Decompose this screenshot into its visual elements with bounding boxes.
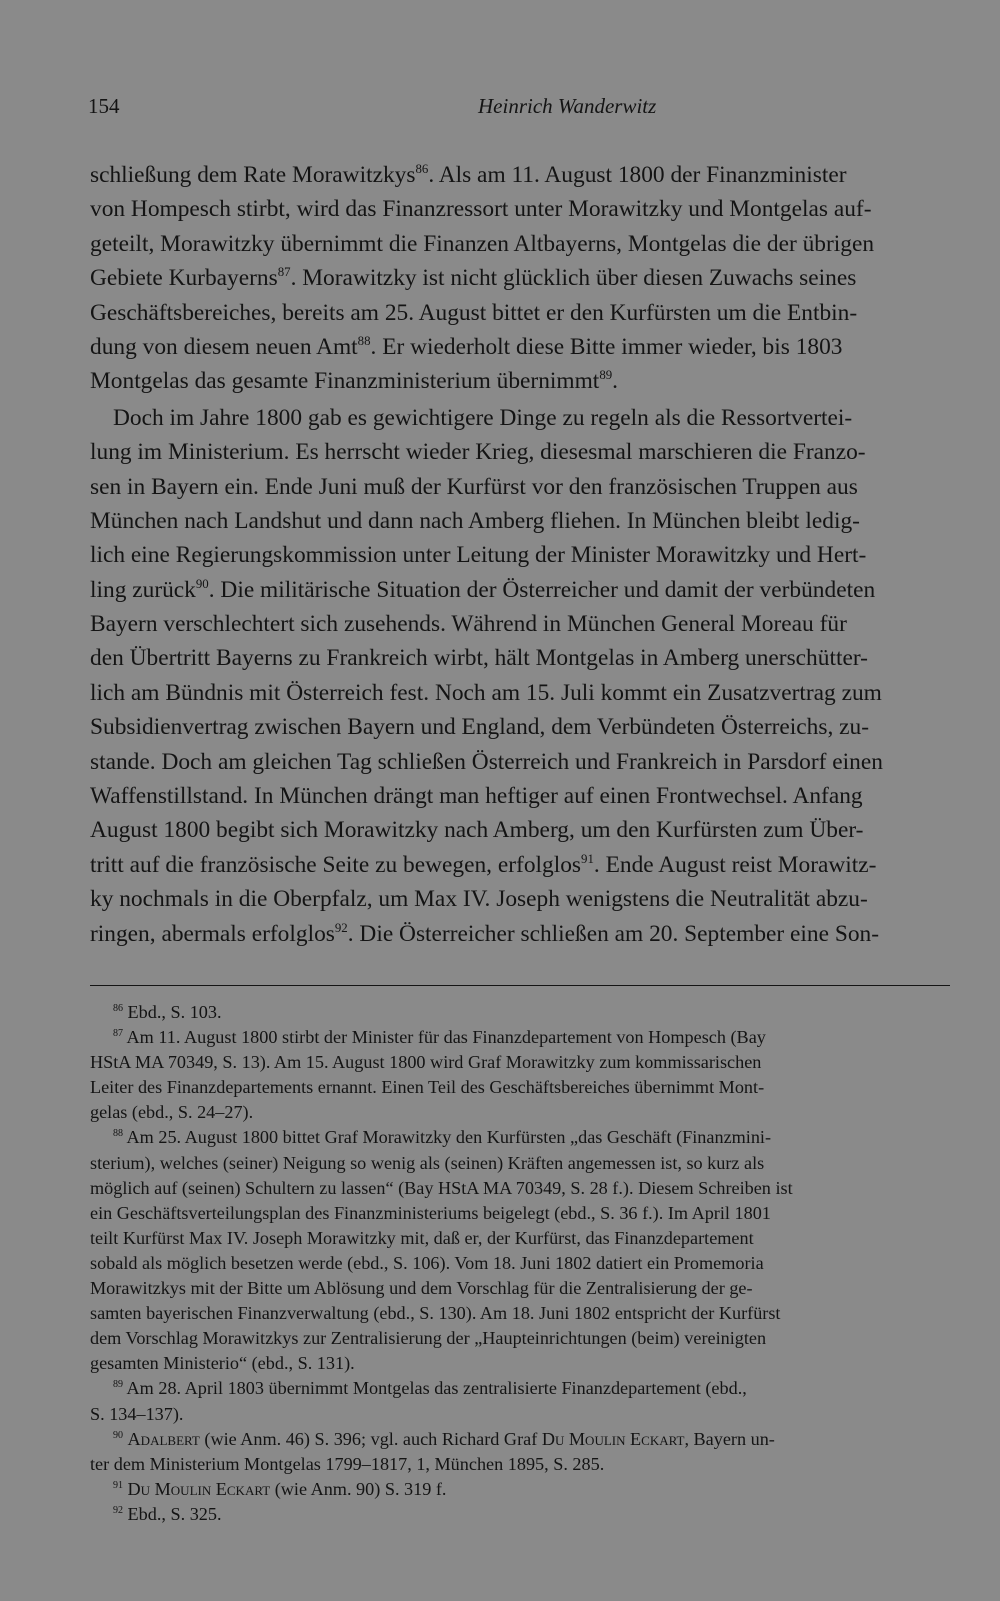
text-segment: ky nochmals in die Oberpfalz, um Max IV. Joseph wenigstens die Neutralität abzu-: [90, 886, 868, 913]
text-segment: Ebd., S. 325.: [123, 1503, 222, 1524]
footnote-line: [90, 1251, 950, 1276]
running-title: Heinrich Wanderwitz: [478, 94, 657, 118]
text-segment: . Als am 11. August 1800 der Finanzminister: [428, 162, 847, 188]
text-line: [90, 470, 950, 504]
text-line: [90, 917, 950, 951]
text-segment: stande. Doch am gleichen Tag schließen Österreich und Frankreich in Parsdorf einen: [90, 748, 883, 775]
body-text: [90, 158, 950, 951]
footnote-line: [90, 1351, 950, 1376]
text-segment: HStA MA 70349, S. 13). Am 15. August 1800 wird Graf Morawitzky zum kommissarischen: [90, 1052, 762, 1073]
footnote-marker: 89: [113, 1379, 123, 1391]
footnote-marker: 91: [113, 1479, 123, 1491]
footnote-line: [90, 1326, 950, 1351]
text-segment: Leiter des Finanzdepartements ernannt. Einen Teil des Geschäftsbereiches übernimmt Mont-: [90, 1077, 765, 1098]
text-segment: ter dem Ministerium Montgelas 1799–1817, 1, München 1895, S. 285.: [90, 1453, 605, 1474]
text-segment: tritt auf die französische Seite zu bewegen, erfolglos: [90, 851, 582, 878]
text-segment: (wie Anm. 46) S. 396; vgl. auch Richard Graf: [199, 1428, 542, 1449]
footnote-line: [90, 1000, 950, 1025]
footnote-line: [90, 1376, 950, 1401]
text-segment: dem Vorschlag Morawitzkys zur Zentralisierung der „Haupteinrichtungen (beim) vereinigten: [90, 1328, 767, 1349]
footnote-marker: 86: [415, 162, 429, 176]
text-segment: gelas (ebd., S. 24–27).: [90, 1102, 254, 1123]
text-line: [90, 192, 950, 226]
text-segment: . Er wiederholt diese Bitte immer wieder, bis 1803: [370, 333, 843, 360]
text-segment: lung im Ministerium. Es herrscht wieder Krieg, diesesmal marschieren die Franzo-: [90, 439, 866, 466]
text-segment: sobald als möglich besetzen werde (ebd., S. 106). Vom 18. Juni 1802 datiert ein Promemoria: [90, 1252, 764, 1273]
footnote-line: [90, 1025, 950, 1050]
text-segment: ringen, abermals erfolglos: [90, 920, 335, 947]
text-segment: Waffenstillstand. In München drängt man heftiger auf einen Frontwechsel. Anfang: [90, 783, 863, 810]
footnote-marker: 91: [581, 851, 594, 866]
footnote-line: [90, 1477, 950, 1502]
text-segment: S. 134–137).: [90, 1403, 184, 1424]
text-segment: . Die militärische Situation der Österreicher und damit der verbündeten: [208, 576, 876, 603]
footnote-marker: 87: [113, 1028, 123, 1040]
text-line: [90, 607, 950, 641]
text-line: [90, 848, 950, 882]
text-segment: den Übertritt Bayerns zu Frankreich wirbt, hält Montgelas in Amberg unerschütter-: [90, 645, 868, 672]
text-segment: August 1800 begibt sich Morawitzky nach Amberg, um den Kurfürsten zum Über-: [90, 817, 864, 844]
text-segment: Ebd., S. 103.: [123, 1002, 222, 1022]
page-number: 154: [88, 94, 120, 118]
text-segment: Doch im Jahre 1800 gab es gewichtigere Dinge zu regeln als die Ressortvertei-: [113, 404, 853, 431]
footnote-line: [90, 1502, 950, 1527]
footnote-line: [90, 1201, 950, 1226]
text-segment: Am 28. April 1803 übernimmt Montgelas das zentralisierte Finanzdepartement (ebd.,: [123, 1378, 747, 1399]
footnote-marker: 92: [113, 1504, 123, 1516]
text-segment: Bayern verschlechtert sich zusehends. Während in München General Moreau für: [90, 611, 847, 638]
footnote-marker: 88: [113, 1128, 123, 1140]
footnote-separator: [90, 985, 950, 986]
footnote-line: [90, 1100, 950, 1125]
text-segment: schließung dem Rate Morawitzkys: [90, 162, 416, 188]
text-segment: gesamten Ministerio“ (ebd., S. 131).: [90, 1353, 355, 1374]
text-segment: . Die Österreicher schließen am 20. September eine Son-: [347, 920, 880, 947]
footnote-line: [90, 1301, 950, 1326]
footnote-marker: 88: [357, 333, 371, 348]
text-segment: Subsidienvertrag zwischen Bayern und England, dem Verbündeten Österreichs, zu-: [90, 714, 870, 741]
footnote-marker: 89: [599, 368, 613, 383]
text-segment: von Hompesch stirbt, wird das Finanzressort unter Morawitzky und Montgelas auf-: [90, 196, 872, 223]
footnote-line: [90, 1452, 950, 1477]
text-line: [90, 435, 950, 469]
text-line: [90, 779, 950, 813]
footnote-line: [90, 1075, 950, 1100]
footnote-marker: 90: [195, 576, 209, 591]
text-line: [90, 676, 950, 710]
text-segment: Du Moulin Eckart: [541, 1428, 685, 1449]
text-segment: lich am Bündnis mit Österreich fest. Noch am 15. Juli kommt ein Zusatzvertrag zum: [90, 679, 882, 706]
footnote-line: [90, 1427, 950, 1452]
text-line: [90, 573, 950, 607]
text-line: [90, 261, 950, 295]
text-segment: möglich auf (seinen) Schultern zu lassen“ (Bay HStA MA 70349, S. 28 f.). Diesem Schreiben ist: [90, 1177, 793, 1198]
text-segment: teilt Kurfürst Max IV. Joseph Morawitzky mit, daß er, der Kurfürst, das Finanzdepartement: [90, 1227, 754, 1248]
footnote-line: [90, 1125, 950, 1150]
text-segment: dung von diesem neuen Amt: [90, 333, 358, 360]
text-line: [90, 504, 950, 538]
text-segment: Gebiete Kurbayerns: [90, 265, 278, 292]
footnote-line: [90, 1276, 950, 1301]
text-segment: Geschäftsbereiches, bereits am 25. August bittet er den Kurfürsten um die Entbin-: [90, 299, 858, 326]
text-segment: , Bayern un-: [684, 1428, 775, 1449]
text-segment: samten bayerischen Finanzverwaltung (ebd., S. 130). Am 18. Juni 1802 entspricht der Kurfürst: [90, 1303, 781, 1324]
text-segment: .: [612, 368, 619, 395]
text-segment: München nach Landshut und dann nach Amberg fliehen. In München bleibt ledig-: [90, 507, 860, 534]
text-line: [90, 330, 950, 364]
footnotes: [90, 1000, 950, 1527]
footnote-line: [90, 1151, 950, 1176]
text-line: [90, 641, 950, 675]
text-segment: Am 11. August 1800 stirbt der Minister für das Finanzdepartement von Hompesch (Bay: [123, 1027, 766, 1048]
text-line: [90, 364, 950, 398]
text-line: [90, 745, 950, 779]
text-line: [90, 813, 950, 847]
footnote-line: [90, 1176, 950, 1201]
text-segment: Adalbert: [127, 1428, 200, 1449]
text-line: [90, 882, 950, 916]
text-segment: Du Moulin Eckart: [127, 1478, 271, 1499]
footnote-marker: 92: [334, 920, 348, 935]
text-segment: Am 25. August 1800 bittet Graf Morawitzky den Kurfürsten „das Geschäft (Finanzmini-: [123, 1127, 772, 1148]
footnote-line: [90, 1050, 950, 1075]
text-segment: sen in Bayern ein. Ende Juni muß der Kurfürst vor den französischen Truppen aus: [90, 473, 858, 500]
text-segment: ling zurück: [90, 576, 196, 603]
footnote-marker: 90: [113, 1429, 123, 1441]
text-segment: geteilt, Morawitzky übernimmt die Finanzen Altbayerns, Montgelas die der übrigen: [90, 230, 875, 257]
footnote-marker: 87: [277, 265, 291, 280]
text-line: [90, 401, 950, 435]
text-segment: ein Geschäftsverteilungsplan des Finanzministeriums beigelegt (ebd., S. 36 f.). Im April 1801: [90, 1202, 771, 1223]
text-segment: sterium), welches (seiner) Neigung so wenig als (seinen) Kräften angemessen ist, so kurz als: [90, 1152, 765, 1173]
footnote-line: [90, 1402, 950, 1427]
text-segment: . Morawitzky ist nicht glücklich über diesen Zuwachs seines: [290, 265, 857, 292]
text-line: [90, 296, 950, 330]
text-segment: Montgelas das gesamte Finanzministerium übernimmt: [90, 368, 600, 395]
text-segment: lich eine Regierungskommission unter Leitung der Minister Morawitzky und Hert-: [90, 542, 867, 569]
text-segment: Morawitzkys mit der Bitte um Ablösung und dem Vorschlag für die Zentralisierung der ge-: [90, 1278, 753, 1299]
text-segment: (wie Anm. 90) S. 319 f.: [270, 1478, 447, 1499]
text-line: [90, 710, 950, 744]
text-segment: . Ende August reist Morawitz-: [593, 851, 877, 878]
text-line: [90, 158, 950, 192]
text-line: [90, 538, 950, 572]
footnote-marker: 86: [113, 1003, 123, 1014]
footnote-line: [90, 1226, 950, 1251]
text-line: [90, 227, 950, 261]
